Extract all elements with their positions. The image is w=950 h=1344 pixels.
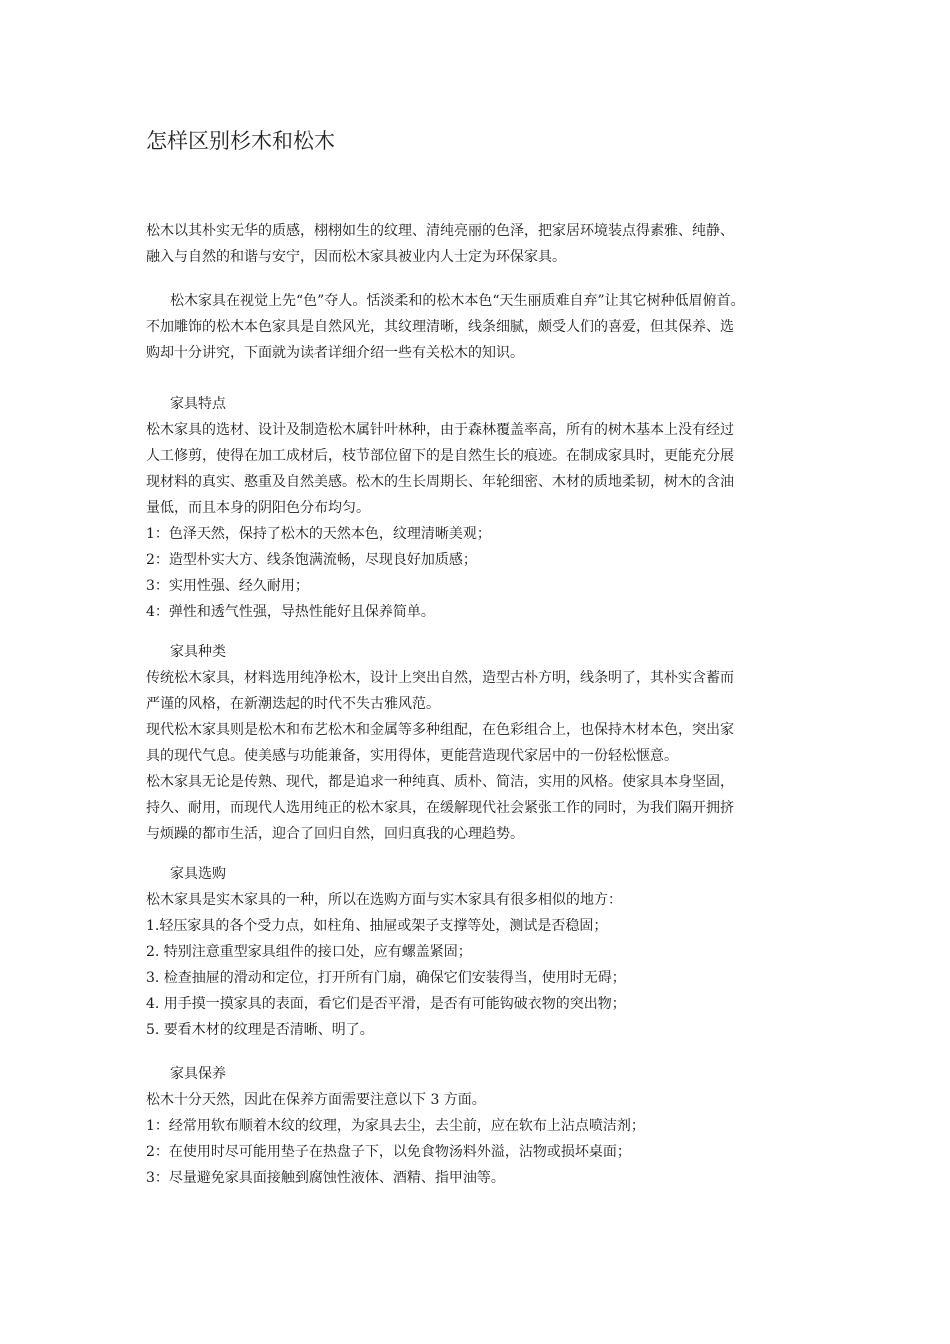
page-title: 怎样区别杉木和松木 <box>146 129 335 153</box>
text-line: 松木家具无论是传熟、现代，都是追求一种纯真、质朴、简洁，实用的风格。使家具本身坚固， <box>146 774 734 790</box>
list-item: 3：尽量避免家具面接触到腐蚀性液体、酒精、指甲油等。 <box>146 1170 505 1186</box>
color-paragraph <box>146 288 810 366</box>
intro-paragraph <box>146 218 810 270</box>
list-item: 2. 特别注意重型家具组件的接口处，应有螺盖紧固； <box>146 944 472 960</box>
text-line: 传统松木家具，材料选用纯净松木，设计上突出自然，造型古朴方明，线条明了，其朴实含蓄而 <box>146 670 734 686</box>
text-line: 现代松木家具则是松木和布艺松木和金属等多种组配，在色彩组合上，也保持木材本色，突出家 <box>146 722 734 738</box>
text-line: 量低，而且本身的阴阳色分布均匀。 <box>146 500 370 516</box>
text-line: 融入与自然的和谐与安宁，因而松木家具被业内人士定为环保家具。 <box>146 249 566 265</box>
text-line: 持久、耐用，而现代人选用纯正的松木家具，在缓解现代社会紧张工作的同时，为我们隔开拥挤 <box>146 800 734 816</box>
text-line: 松木十分天然，因此在保养方面需要注意以下 3 方面。 <box>146 1092 486 1108</box>
list-item: 1：色泽天然，保持了松木的天然本色，纹理清晰美观； <box>146 526 491 542</box>
list-item: 1.轻压家具的各个受力点，如柱角、抽屉或架子支撑等处，测试是否稳固； <box>146 918 608 934</box>
text-line: 不加雕饰的松木本色家具是自然风光，其纹理清晰，线条细腻，颇受人们的喜爱，但其保养、选 <box>146 319 734 335</box>
text-line: 购却十分讲究，下面就为读者详细介绍一些有关松木的知识。 <box>146 345 524 361</box>
section-heading: 家具保养 <box>170 1066 226 1082</box>
list-item: 4：弹性和透气性强，导热性能好且保养简单。 <box>146 604 435 620</box>
list-item: 5. 要看木材的纹理是否清晰、明了。 <box>146 1022 374 1038</box>
text-line: 松木以其朴实无华的质感，栩栩如生的纹理、清纯亮丽的色泽，把家居环境装点得素雅、纯静、 <box>146 223 734 239</box>
text-line: 松木家具是实木家具的一种，所以在选购方面与实木家具有很多相似的地方： <box>146 892 622 908</box>
text-line: 现材料的真实、憨重及自然美感。松木的生长周期长、年轮细密、木材的质地柔韧，树木的含油 <box>146 474 734 490</box>
text-line: 严谨的风格，在新潮迭起的时代不失古雅风范。 <box>146 696 440 712</box>
list-item: 3：实用性强、经久耐用； <box>146 578 309 594</box>
text-line: 与烦躁的都市生活，迎合了回归自然，回归真我的心理趋势。 <box>146 826 524 842</box>
text-line: 松木家具在视觉上先“色”夺人。恬淡柔和的松木本色“天生丽质难自弃”让其它树种低眉俯首。 <box>170 293 745 309</box>
section-heading: 家具特点 <box>170 396 226 412</box>
section-heading: 家具选购 <box>170 866 226 882</box>
list-item: 2：造型朴实大方、线条饱满流畅，尽现良好加质感； <box>146 552 477 568</box>
list-item: 2：在使用时尽可能用垫子在热盘子下，以免食物汤料外溢，沾物或损坏桌面； <box>146 1144 631 1160</box>
text-line: 具的现代气息。使美感与功能兼备，实用得体，更能营造现代家居中的一份轻松惬意。 <box>146 748 678 764</box>
list-item: 3. 检查抽屉的滑动和定位，打开所有门扇，确保它们安装得当，使用时无碍； <box>146 970 626 986</box>
text-line: 人工修剪，使得在加工成材后，枝节部位留下的是自然生长的痕迹。在制成家具时，更能充分展 <box>146 448 734 464</box>
text-line: 松木家具的选材、设计及制造松木属针叶林种，由于森林覆盖率高，所有的树木基本上没有经过 <box>146 422 734 438</box>
care-section <box>146 1061 810 1191</box>
buying-section <box>146 861 810 1043</box>
list-item: 4. 用手摸一摸家具的表面，看它们是否平滑，是否有可能钩破衣物的突出物； <box>146 996 626 1012</box>
features-section <box>146 391 810 625</box>
list-item: 1：经常用软布顺着木纹的纹理，为家具去尘，去尘前，应在软布上沾点喷洁剂； <box>146 1118 645 1134</box>
types-section <box>146 639 810 847</box>
section-heading: 家具种类 <box>170 644 226 660</box>
